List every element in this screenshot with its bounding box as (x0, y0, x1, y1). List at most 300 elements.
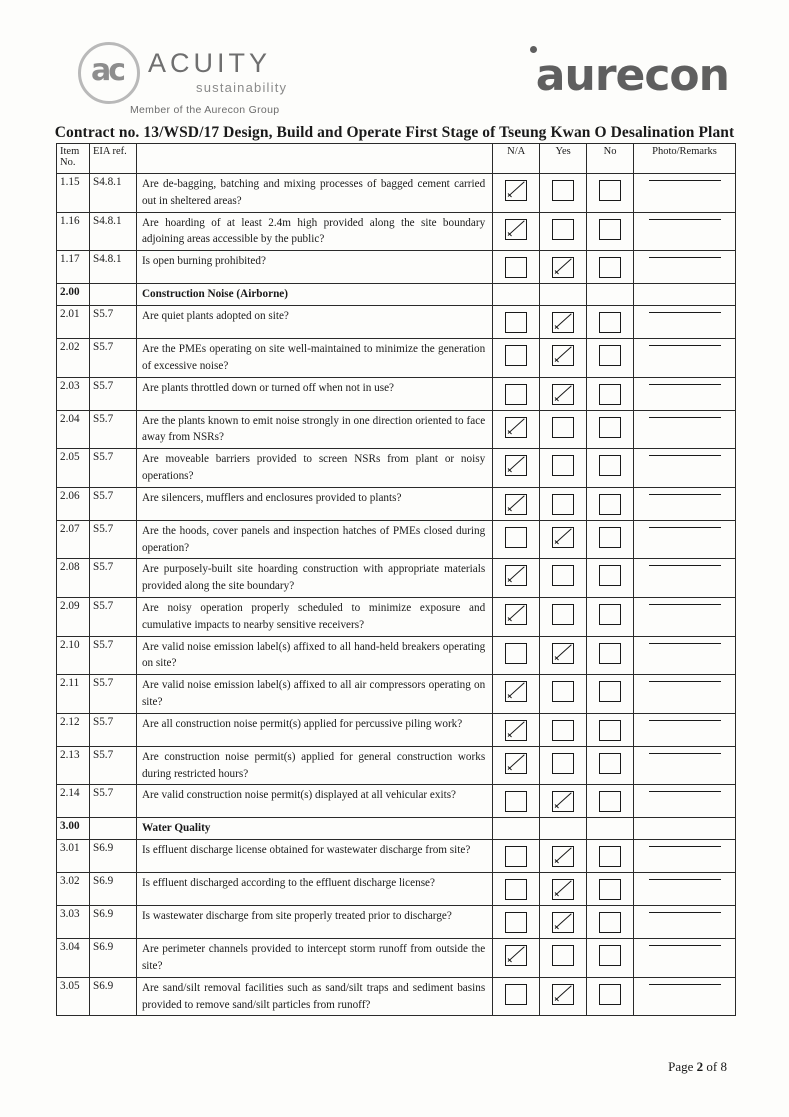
cell-yes[interactable] (540, 675, 587, 714)
cell-no[interactable] (587, 449, 634, 488)
cell-photo-remarks[interactable] (634, 818, 736, 840)
checkbox-yes[interactable] (552, 720, 574, 741)
cell-eia-ref: S6.9 (89, 873, 136, 906)
cell-no[interactable] (587, 597, 634, 636)
checkbox-na[interactable] (505, 312, 527, 333)
cell-yes[interactable] (540, 174, 587, 213)
table-row (57, 305, 736, 338)
checkbox-no[interactable] (599, 720, 621, 741)
checkbox-yes[interactable] (552, 345, 574, 366)
description-text: Are purposely-built site hoarding construction with appropriate materials provided along the site boundary? (141, 563, 486, 593)
cell-photo-remarks[interactable] (634, 906, 736, 939)
cell-item-no: 3.04 (57, 939, 90, 978)
table-row (57, 449, 736, 488)
remarks-write-line[interactable] (649, 311, 721, 313)
cell-eia-ref: S5.7 (89, 520, 136, 559)
cell-yes[interactable] (540, 284, 587, 306)
description-text: Is effluent discharge license obtained for wastewater discharge from site? (141, 844, 471, 857)
cell-photo-remarks[interactable] (634, 305, 736, 338)
checkbox-na[interactable] (505, 565, 527, 586)
remarks-write-line[interactable] (649, 603, 721, 605)
cell-eia-ref (89, 818, 136, 840)
header-item-label: Item (60, 146, 80, 157)
remarks-write-line[interactable] (649, 642, 721, 644)
checkbox-no[interactable] (599, 945, 621, 966)
checkbox-no[interactable] (599, 257, 621, 278)
checkbox-yes[interactable] (552, 565, 574, 586)
cell-photo-remarks[interactable] (634, 675, 736, 714)
cell-item-no: 3.00 (57, 818, 90, 840)
description-text: Are plants throttled down or turned off when not in use? (141, 381, 395, 394)
checkbox-na[interactable] (505, 219, 527, 240)
checkbox-yes[interactable] (552, 681, 574, 702)
description-text: Are the PMEs operating on site well-maintained to minimize the generation of excessive noise? (141, 342, 486, 372)
cell-item-no: 1.17 (57, 251, 90, 284)
cell-na[interactable] (493, 906, 540, 939)
checkbox-no[interactable] (599, 791, 621, 812)
cell-na[interactable] (493, 284, 540, 306)
checkbox-no[interactable] (599, 681, 621, 702)
checkbox-yes[interactable] (552, 945, 574, 966)
cell-no[interactable] (587, 785, 634, 818)
cell-eia-ref (89, 284, 136, 306)
cell-item-no: 2.09 (57, 597, 90, 636)
cell-na[interactable] (493, 746, 540, 785)
table-row (57, 338, 736, 377)
cell-description (136, 338, 492, 377)
checkbox-na[interactable] (505, 846, 527, 867)
checkbox-na[interactable] (505, 494, 527, 515)
cell-eia-ref: S5.7 (89, 597, 136, 636)
table-row (57, 785, 736, 818)
checkbox-na[interactable] (505, 791, 527, 812)
acuity-member-text: Member of the Aurecon Group (130, 104, 280, 116)
table-row (57, 377, 736, 410)
table-row (57, 636, 736, 675)
cell-item-no: 3.01 (57, 840, 90, 873)
cell-yes[interactable] (540, 746, 587, 785)
cell-no[interactable] (587, 377, 634, 410)
cell-na[interactable] (493, 251, 540, 284)
cell-yes[interactable] (540, 906, 587, 939)
remarks-write-line[interactable] (649, 680, 721, 682)
description-text: Are hoarding of at least 2.4m high provided along the site boundary adjoining areas accessible by the public? (141, 216, 486, 246)
footer-page-number: 2 (696, 1059, 704, 1074)
cell-photo-remarks[interactable] (634, 713, 736, 746)
cell-photo-remarks[interactable] (634, 636, 736, 675)
cell-item-no: 2.00 (57, 284, 90, 306)
footer-prefix: Page (668, 1059, 697, 1074)
cell-na[interactable] (493, 977, 540, 1016)
cell-description (136, 746, 492, 785)
checkbox-yes[interactable] (552, 753, 574, 774)
cell-description (136, 410, 492, 449)
header-description (136, 144, 492, 174)
cell-yes[interactable] (540, 977, 587, 1016)
description-text: Are the hoods, cover panels and inspection hatches of PMEs closed during operation? (141, 524, 486, 554)
description-text: Are de-bagging, batching and mixing processes of bagged cement carried out in sheltered areas? (141, 178, 486, 207)
cell-photo-remarks[interactable] (634, 840, 736, 873)
cell-no[interactable] (587, 520, 634, 559)
cell-na[interactable] (493, 377, 540, 410)
cell-photo-remarks[interactable] (634, 746, 736, 785)
cell-na[interactable] (493, 597, 540, 636)
header-no: No (587, 144, 634, 174)
acuity-logo-mark-text: ac (91, 53, 124, 88)
table-row (57, 977, 736, 1016)
checkbox-na[interactable] (505, 257, 527, 278)
cell-description (136, 251, 492, 284)
checkbox-yes[interactable] (552, 257, 574, 278)
cell-item-no: 2.02 (57, 338, 90, 377)
cell-eia-ref: S6.9 (89, 977, 136, 1016)
cell-eia-ref: S5.7 (89, 636, 136, 675)
cell-yes[interactable] (540, 785, 587, 818)
cell-na[interactable] (493, 785, 540, 818)
checkbox-yes[interactable] (552, 643, 574, 664)
remarks-write-line[interactable] (649, 564, 721, 566)
cell-item-no: 2.08 (57, 559, 90, 598)
remarks-write-line[interactable] (649, 383, 721, 385)
cell-yes[interactable] (540, 597, 587, 636)
cell-description (136, 636, 492, 675)
checkbox-yes[interactable] (552, 494, 574, 515)
header-na: N/A (493, 144, 540, 174)
remarks-write-line[interactable] (649, 719, 721, 721)
cell-item-no: 2.05 (57, 449, 90, 488)
cell-no[interactable] (587, 284, 634, 306)
checkbox-no[interactable] (599, 753, 621, 774)
remarks-write-line[interactable] (649, 179, 721, 181)
description-text: Are valid noise emission label(s) affixed to all air compressors operating on site? (141, 679, 486, 708)
cell-na[interactable] (493, 873, 540, 906)
cell-no[interactable] (587, 818, 634, 840)
cell-no[interactable] (587, 873, 634, 906)
page-header (0, 28, 789, 120)
cell-na[interactable] (493, 636, 540, 675)
checkbox-yes[interactable] (552, 219, 574, 240)
cell-yes[interactable] (540, 713, 587, 746)
checkbox-yes[interactable] (552, 455, 574, 476)
description-text: Is open burning prohibited? (141, 255, 266, 268)
checkbox-na[interactable] (505, 417, 527, 438)
checkbox-yes[interactable] (552, 527, 574, 548)
cell-item-no: 2.12 (57, 713, 90, 746)
cell-yes[interactable] (540, 410, 587, 449)
checkbox-yes[interactable] (552, 912, 574, 933)
cell-no[interactable] (587, 675, 634, 714)
cell-na[interactable] (493, 174, 540, 213)
remarks-write-line[interactable] (649, 944, 721, 946)
cell-eia-ref: S5.7 (89, 559, 136, 598)
checkbox-yes[interactable] (552, 312, 574, 333)
acuity-logo-mark (78, 42, 140, 104)
cell-yes[interactable] (540, 520, 587, 559)
cell-description (136, 174, 492, 213)
header-item (57, 144, 90, 174)
description-text: Are noisy operation properly scheduled to minimize exposure and cumulative impacts to nearby sensitive receivers? (141, 601, 486, 631)
checkbox-yes[interactable] (552, 604, 574, 625)
checkbox-no[interactable] (599, 846, 621, 867)
cell-description (136, 559, 492, 598)
checkbox-no[interactable] (599, 219, 621, 240)
description-text: Are quiet plants adopted on site? (141, 309, 289, 322)
cell-na[interactable] (493, 675, 540, 714)
cell-item-no: 3.05 (57, 977, 90, 1016)
checkbox-no[interactable] (599, 345, 621, 366)
cell-item-no: 3.02 (57, 873, 90, 906)
cell-description (136, 284, 492, 306)
checkbox-no[interactable] (599, 604, 621, 625)
cell-na[interactable] (493, 939, 540, 978)
table-row (57, 520, 736, 559)
cell-yes[interactable] (540, 840, 587, 873)
cell-description (136, 212, 492, 251)
remarks-write-line[interactable] (649, 983, 721, 985)
cell-eia-ref: S5.7 (89, 305, 136, 338)
checkbox-na[interactable] (505, 527, 527, 548)
remarks-write-line[interactable] (649, 493, 721, 495)
checkbox-yes[interactable] (552, 180, 574, 201)
checkbox-no[interactable] (599, 417, 621, 438)
cell-no[interactable] (587, 338, 634, 377)
cell-photo-remarks[interactable] (634, 939, 736, 978)
checkbox-no[interactable] (599, 180, 621, 201)
table-row (57, 597, 736, 636)
cell-na[interactable] (493, 449, 540, 488)
cell-item-no: 2.10 (57, 636, 90, 675)
checkbox-no[interactable] (599, 384, 621, 405)
cell-yes[interactable] (540, 939, 587, 978)
checkbox-na[interactable] (505, 455, 527, 476)
checkbox-na[interactable] (505, 945, 527, 966)
page-footer (668, 1059, 727, 1075)
cell-na[interactable] (493, 487, 540, 520)
checkbox-yes[interactable] (552, 791, 574, 812)
cell-no[interactable] (587, 410, 634, 449)
cell-yes[interactable] (540, 559, 587, 598)
cell-description (136, 377, 492, 410)
remarks-write-line[interactable] (649, 878, 721, 880)
cell-eia-ref: S6.9 (89, 906, 136, 939)
cell-eia-ref: S4.8.1 (89, 212, 136, 251)
header-photo-remarks: Photo/Remarks (634, 144, 736, 174)
table-row (57, 840, 736, 873)
cell-item-no: 1.15 (57, 174, 90, 213)
checkbox-no[interactable] (599, 879, 621, 900)
footer-suffix: of 8 (703, 1059, 727, 1074)
cell-no[interactable] (587, 840, 634, 873)
cell-yes[interactable] (540, 305, 587, 338)
cell-description (136, 785, 492, 818)
table-header-row (57, 144, 736, 174)
remarks-write-line[interactable] (649, 911, 721, 913)
cell-no[interactable] (587, 487, 634, 520)
cell-na[interactable] (493, 212, 540, 251)
cell-no[interactable] (587, 939, 634, 978)
cell-eia-ref: S5.7 (89, 746, 136, 785)
checkbox-yes[interactable] (552, 417, 574, 438)
table-row (57, 174, 736, 213)
cell-description (136, 977, 492, 1016)
header-item-sublabel: No. (60, 157, 76, 168)
cell-photo-remarks[interactable] (634, 338, 736, 377)
cell-na[interactable] (493, 818, 540, 840)
remarks-write-line[interactable] (649, 845, 721, 847)
table-row (57, 251, 736, 284)
checkbox-no[interactable] (599, 643, 621, 664)
table-body (57, 174, 736, 1016)
cell-description (136, 713, 492, 746)
cell-item-no: 2.06 (57, 487, 90, 520)
cell-na[interactable] (493, 840, 540, 873)
cell-item-no: 2.14 (57, 785, 90, 818)
cell-description (136, 305, 492, 338)
cell-yes[interactable] (540, 487, 587, 520)
checkbox-no[interactable] (599, 455, 621, 476)
remarks-write-line[interactable] (649, 416, 721, 418)
remarks-write-line[interactable] (649, 790, 721, 792)
checkbox-na[interactable] (505, 720, 527, 741)
cell-eia-ref: S5.7 (89, 449, 136, 488)
checkbox-na[interactable] (505, 879, 527, 900)
cell-no[interactable] (587, 212, 634, 251)
cell-na[interactable] (493, 520, 540, 559)
cell-na[interactable] (493, 410, 540, 449)
cell-no[interactable] (587, 977, 634, 1016)
table-row (57, 410, 736, 449)
cell-description (136, 597, 492, 636)
section-row (57, 818, 736, 840)
checkbox-na[interactable] (505, 753, 527, 774)
cell-yes[interactable] (540, 449, 587, 488)
checkbox-no[interactable] (599, 565, 621, 586)
checkbox-na[interactable] (505, 681, 527, 702)
cell-no[interactable] (587, 713, 634, 746)
checkbox-na[interactable] (505, 643, 527, 664)
cell-description (136, 487, 492, 520)
cell-no[interactable] (587, 746, 634, 785)
cell-yes[interactable] (540, 873, 587, 906)
cell-photo-remarks[interactable] (634, 977, 736, 1016)
inspection-checklist-table (56, 143, 736, 1016)
cell-yes[interactable] (540, 818, 587, 840)
checkbox-yes[interactable] (552, 879, 574, 900)
cell-eia-ref: S5.7 (89, 487, 136, 520)
cell-item-no: 2.04 (57, 410, 90, 449)
cell-description (136, 675, 492, 714)
description-text: Are construction noise permit(s) applied for general construction works during restricted hours? (141, 750, 486, 780)
cell-na[interactable] (493, 305, 540, 338)
cell-no[interactable] (587, 906, 634, 939)
checkbox-na[interactable] (505, 984, 527, 1005)
remarks-write-line[interactable] (649, 454, 721, 456)
acuity-logo-name: ACUITY (148, 48, 272, 78)
cell-photo-remarks[interactable] (634, 597, 736, 636)
cell-photo-remarks[interactable] (634, 873, 736, 906)
cell-photo-remarks[interactable] (634, 377, 736, 410)
table-row (57, 873, 736, 906)
remarks-write-line[interactable] (649, 526, 721, 528)
description-text: Are valid construction noise permit(s) displayed at all vehicular exits? (141, 789, 457, 802)
table-row (57, 713, 736, 746)
table-row (57, 212, 736, 251)
cell-photo-remarks[interactable] (634, 284, 736, 306)
cell-eia-ref: S5.7 (89, 785, 136, 818)
cell-photo-remarks[interactable] (634, 174, 736, 213)
contract-title: Contract no. 13/WSD/17 Design, Build and Operate First Stage of Tseung Kwan O Desalination Plant (54, 124, 735, 141)
checkbox-na[interactable] (505, 180, 527, 201)
acuity-logo-tagline: sustainability (196, 80, 288, 95)
checkbox-na[interactable] (505, 912, 527, 933)
remarks-write-line[interactable] (649, 752, 721, 754)
description-text: Are silencers, mufflers and enclosures provided to plants? (141, 491, 402, 504)
cell-description (136, 873, 492, 906)
cell-yes[interactable] (540, 338, 587, 377)
cell-item-no: 2.13 (57, 746, 90, 785)
cell-no[interactable] (587, 559, 634, 598)
cell-photo-remarks[interactable] (634, 559, 736, 598)
cell-photo-remarks[interactable] (634, 785, 736, 818)
cell-no[interactable] (587, 636, 634, 675)
description-text: Are sand/silt removal facilities such as sand/silt traps and sediment basins provided to remove sand/silt particles from runoff? (141, 981, 486, 1011)
cell-no[interactable] (587, 251, 634, 284)
remarks-write-line[interactable] (649, 218, 721, 220)
cell-eia-ref: S5.7 (89, 410, 136, 449)
table-row (57, 939, 736, 978)
header-eia: EIA ref. (89, 144, 136, 174)
checkbox-na[interactable] (505, 384, 527, 405)
checkbox-yes[interactable] (552, 846, 574, 867)
checkbox-na[interactable] (505, 604, 527, 625)
cell-eia-ref: S5.7 (89, 338, 136, 377)
checkbox-no[interactable] (599, 494, 621, 515)
remarks-write-line[interactable] (649, 344, 721, 346)
checkbox-no[interactable] (599, 984, 621, 1005)
checkbox-no[interactable] (599, 312, 621, 333)
cell-photo-remarks[interactable] (634, 487, 736, 520)
description-text: Are all construction noise permit(s) applied for percussive piling work? (141, 717, 463, 730)
remarks-write-line[interactable] (649, 256, 721, 258)
cell-description (136, 840, 492, 873)
cell-photo-remarks[interactable] (634, 520, 736, 559)
cell-na[interactable] (493, 713, 540, 746)
checkbox-na[interactable] (505, 345, 527, 366)
description-text: Water Quality (141, 822, 211, 835)
cell-yes[interactable] (540, 636, 587, 675)
cell-no[interactable] (587, 174, 634, 213)
checkbox-yes[interactable] (552, 384, 574, 405)
cell-na[interactable] (493, 338, 540, 377)
description-text: Is wastewater discharge from site properly treated prior to discharge? (141, 910, 452, 923)
cell-photo-remarks[interactable] (634, 449, 736, 488)
cell-yes[interactable] (540, 377, 587, 410)
cell-photo-remarks[interactable] (634, 212, 736, 251)
cell-yes[interactable] (540, 212, 587, 251)
acuity-logo (78, 42, 378, 122)
cell-photo-remarks[interactable] (634, 410, 736, 449)
cell-item-no: 2.07 (57, 520, 90, 559)
checkbox-no[interactable] (599, 912, 621, 933)
cell-no[interactable] (587, 305, 634, 338)
cell-na[interactable] (493, 559, 540, 598)
cell-yes[interactable] (540, 251, 587, 284)
checkbox-yes[interactable] (552, 984, 574, 1005)
cell-photo-remarks[interactable] (634, 251, 736, 284)
cell-item-no: 2.01 (57, 305, 90, 338)
table-row (57, 675, 736, 714)
checkbox-no[interactable] (599, 527, 621, 548)
